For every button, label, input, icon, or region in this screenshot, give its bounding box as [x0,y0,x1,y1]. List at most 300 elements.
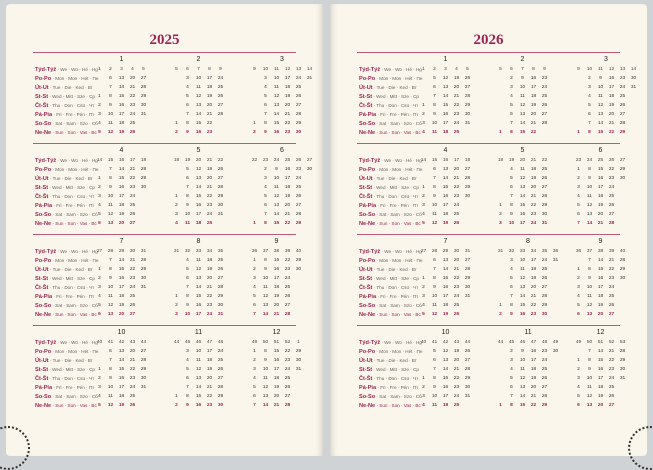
day-number: 5 [98,303,101,308]
day-number: 24 [530,221,537,226]
month-grid [495,329,561,408]
section-rule [33,143,296,144]
day-number: 3 [510,85,513,90]
day-number: 4 [186,258,189,263]
day-abbrev: Ne-Ne [359,130,376,136]
day-number: 11 [432,212,437,217]
day-number: 14 [586,221,593,226]
week-number: 30 [129,249,136,254]
day-translations: · Fri · Fre · Pén · Пт [376,385,419,390]
day-translations: · We · Wo · Hé · Hg [380,340,422,345]
day-number: 11 [274,185,279,190]
day-number: 9 [264,267,267,272]
day-translations: · Mon · Mon · Hét · Пн [375,76,423,81]
day-number: 19 [206,167,213,172]
day-number: 22 [608,267,615,272]
day-row-label [35,301,98,310]
day-row-label [359,292,418,301]
week-number: 40 [619,249,626,254]
month-number: 6 [280,147,284,154]
day-number: 1 [98,267,101,272]
day-number: 5 [433,349,436,354]
week-number: 49 [251,340,258,345]
day-row-label [359,383,418,392]
week-number: 11 [274,67,279,72]
day-number: 4 [264,85,267,90]
week-number: 22 [251,158,258,163]
day-number: 26 [453,312,460,317]
day-number: 17 [118,285,125,290]
day-number: 22 [284,349,291,354]
day-row-label [359,183,419,192]
day-number: 25 [608,385,615,390]
day-abbrev: Pá-Pia [35,385,53,391]
week-number: 50 [586,340,593,345]
week-number: 1 [297,340,300,345]
day-number: 11 [520,167,525,172]
day-number: 29 [217,194,224,199]
day-number: 17 [273,276,280,281]
day-number: 11 [263,285,268,290]
day-number: 16 [519,212,526,217]
day-number: 21 [530,194,537,199]
day-number: 21 [129,258,136,263]
day-abbrev: Ne-Ne [35,221,52,227]
day-number: 16 [519,312,526,317]
week-number: 15 [107,158,114,163]
section-rule [357,52,620,53]
day-number: 28 [140,85,147,90]
day-number: 27 [129,312,136,317]
week-number: 5 [142,67,145,72]
day-abbrev: Čt-Št [35,103,49,109]
day-number: 19 [273,385,280,390]
day-abbrev: So-So [359,394,376,400]
day-translations: · Thu · Don · Csü · Чт [372,376,419,381]
day-number: 24 [608,376,615,381]
day-number: 17 [206,76,213,81]
day-number: 12 [586,203,593,208]
day-number: 10 [597,85,604,90]
day-translations: · Wed · Mitt · Sze · Ср [372,185,419,190]
day-number: 30 [140,276,147,281]
week-number: 46 [195,340,202,345]
day-number: 9 [109,276,112,281]
day-number: 11 [587,385,592,390]
day-number: 21 [453,94,460,99]
day-number: 6 [264,103,267,108]
day-number: 18 [597,294,604,299]
day-number: 5 [186,167,189,172]
day-number: 24 [206,212,213,217]
day-number: 1 [422,376,425,381]
day-translations: · Thu · Don · Csü · Чт [48,285,95,290]
day-number: 27 [217,103,224,108]
day-number: 8 [186,121,189,126]
week-number: 16 [442,158,449,163]
day-abbrev: So-So [359,303,376,309]
day-abbrev: Týd-Týž [359,67,381,73]
week-number: 22 [217,158,224,163]
day-number: 7 [588,258,591,263]
day-number: 26 [608,394,615,399]
day-row-label [359,201,418,210]
day-number: 29 [140,176,147,181]
week-number: 18 [140,158,147,163]
day-number: 10 [195,76,202,81]
week-number: 14 [630,67,637,72]
day-row-label [359,83,417,92]
day-translations: · Sat · Sam · Szo · Сб [375,121,422,126]
day-number: 15 [118,267,125,272]
day-row-label [35,219,97,228]
day-number: 14 [273,212,280,217]
day-translations: · Fri · Fre · Pén · Пт [376,112,419,117]
day-number: 11 [196,85,201,90]
day-number: 28 [541,394,548,399]
day-translations: · Fri · Fre · Pén · Пт [52,112,95,117]
week-number: 52 [608,340,615,345]
day-abbrev: Út-Ut [359,176,373,182]
day-number: 28 [284,312,291,317]
day-row-label [35,210,98,219]
day-number: 16 [442,285,449,290]
day-number: 17 [442,203,449,208]
day-number: 6 [577,212,580,217]
day-number: 12 [195,367,202,372]
day-number: 1 [175,194,178,199]
week-number: 18 [497,158,504,163]
day-number: 16 [442,112,449,117]
day-number: 24 [129,385,136,390]
day-number: 19 [453,349,460,354]
day-number: 10 [195,349,202,354]
week-number: 6 [510,67,513,72]
week-number: 35 [217,249,224,254]
day-number: 5 [588,103,591,108]
day-number: 7 [253,312,256,317]
day-number: 15 [597,267,604,272]
day-number: 9 [510,212,513,217]
day-number: 12 [442,76,449,81]
day-abbrev: Po-Po [359,258,376,264]
day-row-label [359,110,418,119]
day-number: 18 [597,194,604,199]
day-number: 3 [264,76,267,81]
day-number: 8 [186,194,189,199]
day-number: 2 [510,349,513,354]
week-number: 5 [466,67,469,72]
day-number: 24 [453,121,460,126]
day-number: 30 [217,403,224,408]
week-number: 4 [131,67,134,72]
day-number: 29 [295,349,302,354]
day-translations: · We · Wo · Hé · Hg [380,158,422,163]
day-number: 7 [510,394,513,399]
day-number: 23 [608,176,615,181]
day-translations: · Tue · Die · Ked · Вт [48,358,93,363]
day-number: 18 [284,85,291,90]
day-number: 4 [253,376,256,381]
week-number: 52 [284,340,291,345]
day-number: 26 [608,203,615,208]
day-number: 1 [422,276,425,281]
day-number: 20 [453,258,460,263]
day-translations: · Thu · Don · Csü · Чт [372,194,419,199]
day-number: 14 [442,367,449,372]
week-number: 13 [619,67,626,72]
day-number: 18 [597,385,604,390]
week-number: 25 [597,158,604,163]
day-number: 24 [295,76,302,81]
day-number: 23 [129,376,136,381]
week-number: 3 [444,67,447,72]
day-number: 24 [129,194,136,199]
day-translations: · Wed · Mitt · Sze · Ср [48,94,95,99]
month-number: 9 [598,238,603,245]
day-number: 23 [206,303,213,308]
day-number: 26 [284,385,291,390]
day-number: 27 [464,258,471,263]
day-number: 22 [453,103,460,108]
day-number: 11 [432,303,437,308]
day-number: 5 [264,94,267,99]
day-number: 18 [118,121,125,126]
day-number: 20 [129,349,136,354]
day-number: 20 [206,176,213,181]
month-number: 8 [526,238,530,245]
week-number: 7 [197,67,200,72]
day-number: 2 [175,403,178,408]
day-number: 18 [530,267,537,272]
day-number: 26 [453,221,460,226]
day-row-label [359,119,422,128]
day-number: 22 [206,394,213,399]
day-number: 25 [129,294,136,299]
day-number: 18 [530,367,537,372]
day-number: 6 [510,112,513,117]
day-number: 3 [577,185,580,190]
day-number: 7 [433,267,436,272]
day-number: 20 [453,167,460,172]
day-number: 22 [453,185,460,190]
day-number: 12 [431,312,438,317]
day-translations: · Tue · Die · Ked · Вт [48,176,93,181]
month-number: 9 [274,238,279,245]
day-number: 30 [464,112,471,117]
day-number: 19 [530,376,537,381]
day-number: 5 [98,130,101,135]
month-grid [249,147,315,226]
day-abbrev: Čt-Št [359,285,373,291]
day-number: 26 [608,303,615,308]
day-number: 10 [586,285,593,290]
day-number: 12 [586,303,593,308]
day-number: 17 [519,221,526,226]
day-number: 24 [206,312,213,317]
day-number: 6 [433,85,436,90]
week-number: 32 [184,249,191,254]
day-number: 13 [597,112,604,117]
day-number: 13 [118,349,125,354]
day-number: 1 [577,358,580,363]
month-grid [418,238,473,317]
day-number: 17 [530,258,537,263]
week-number: 40 [295,249,302,254]
day-number: 6 [433,167,436,172]
day-translations: · Tue · Die · Ked · Вт [48,267,93,272]
day-abbrev: So-So [35,303,52,309]
day-abbrev: Ne-Ne [35,312,52,318]
day-number: 5 [577,203,580,208]
day-number: 22 [129,367,136,372]
day-number: 25 [295,85,302,90]
day-number: 1 [499,403,502,408]
day-number: 4 [98,394,101,399]
day-translations: · Wed · Mitt · Sze · Ср [48,185,95,190]
day-number: 13 [519,385,526,390]
day-number: 5 [433,76,436,81]
day-abbrev: Po-Po [359,349,376,355]
week-number: 18 [464,158,471,163]
week-number: 50 [262,340,269,345]
day-number: 28 [541,194,548,199]
week-number: 23 [575,158,582,163]
week-number: 44 [173,340,180,345]
day-number: 6 [510,285,513,290]
day-number: 4 [422,130,425,135]
day-number: 20 [284,103,291,108]
day-number: 6 [510,385,513,390]
day-number: 28 [619,258,626,263]
day-number: 2 [98,276,101,281]
day-number: 17 [608,85,615,90]
day-number: 18 [273,376,280,381]
day-translations: · We · Wo · Hé · Hg [56,249,98,254]
day-translations: · Fri · Fre · Pén · Пт [376,203,419,208]
week-number: 12 [608,67,615,72]
month-number: 1 [443,56,448,63]
day-number: 25 [284,376,291,381]
day-number: 20 [597,312,604,317]
day-number: 29 [541,203,548,208]
day-number: 25 [217,258,224,263]
day-number: 16 [118,185,125,190]
week-number: 15 [431,158,438,163]
day-number: 23 [530,212,537,217]
day-number: 27 [608,403,615,408]
day-row-label [359,256,422,265]
day-translations: · Tue · Die · Ked · Вт [372,85,417,90]
day-number: 3 [499,221,502,226]
day-row-label [359,338,422,347]
day-number: 28 [464,94,471,99]
day-number: 4 [422,403,425,408]
day-number: 3 [253,276,256,281]
section-rule [33,325,296,326]
day-number: 22 [608,167,615,172]
day-number: 20 [530,185,537,190]
week-number: 34 [530,249,537,254]
week-number: 27 [306,158,313,163]
day-number: 17 [442,394,449,399]
day-number: 21 [129,85,136,90]
day-number: 26 [541,276,548,281]
day-number: 1 [98,367,101,372]
day-row-label [35,365,95,374]
month-number: 4 [119,147,124,154]
day-number: 7 [186,185,189,190]
week-number: 36 [552,249,559,254]
day-number: 31 [552,258,559,263]
day-number: 30 [464,285,471,290]
section-rule [357,143,620,144]
day-number: 13 [195,376,202,381]
day-number: 18 [206,258,213,263]
week-number: 46 [519,340,526,345]
week-number: 14 [96,158,103,163]
day-number: 25 [129,121,136,126]
day-number: 31 [464,394,471,399]
day-number: 8 [510,303,513,308]
day-translations: · Fri · Fre · Pén · Пт [52,385,95,390]
day-abbrev: Čt-Št [35,285,49,291]
day-number: 20 [273,394,280,399]
day-number: 29 [140,94,147,99]
day-abbrev: Týd-Týž [359,340,381,346]
day-number: 10 [262,367,269,372]
day-abbrev: Ne-Ne [35,130,52,136]
day-number: 14 [442,176,449,181]
day-number: 10 [273,176,280,181]
day-number: 18 [608,94,615,99]
day-number: 19 [118,303,125,308]
day-number: 18 [442,403,449,408]
day-number: 30 [619,276,626,281]
day-row-label [359,301,422,310]
day-number: 27 [217,376,224,381]
day-row-label [359,247,422,256]
day-number: 30 [630,76,637,81]
day-number: 2 [253,130,256,135]
day-number: 17 [597,285,604,290]
day-abbrev: St-St [359,94,373,100]
day-row-label [35,174,93,183]
day-number: 3 [510,258,513,263]
week-number: 10 [586,67,593,72]
day-translations: · Wed · Mitt · Sze · Ср [372,367,419,372]
day-number: 20 [284,203,291,208]
day-number: 12 [273,194,280,199]
day-number: 19 [273,294,280,299]
day-number: 5 [253,385,256,390]
day-number: 6 [109,349,112,354]
week-number: 45 [184,340,191,345]
day-abbrev: Čt-Št [35,194,49,200]
day-number: 26 [464,76,471,81]
day-translations: · Fri · Fre · Pén · Пт [52,294,95,299]
day-number: 27 [464,85,471,90]
day-number: 5 [264,194,267,199]
week-number: 51 [597,340,604,345]
day-number: 9 [433,285,436,290]
day-translations: · Mon · Mon · Hét · Пн [375,258,423,263]
day-number: 28 [140,358,147,363]
day-number: 17 [442,294,449,299]
day-number: 31 [630,85,637,90]
day-number: 25 [217,85,224,90]
day-number: 23 [206,130,213,135]
